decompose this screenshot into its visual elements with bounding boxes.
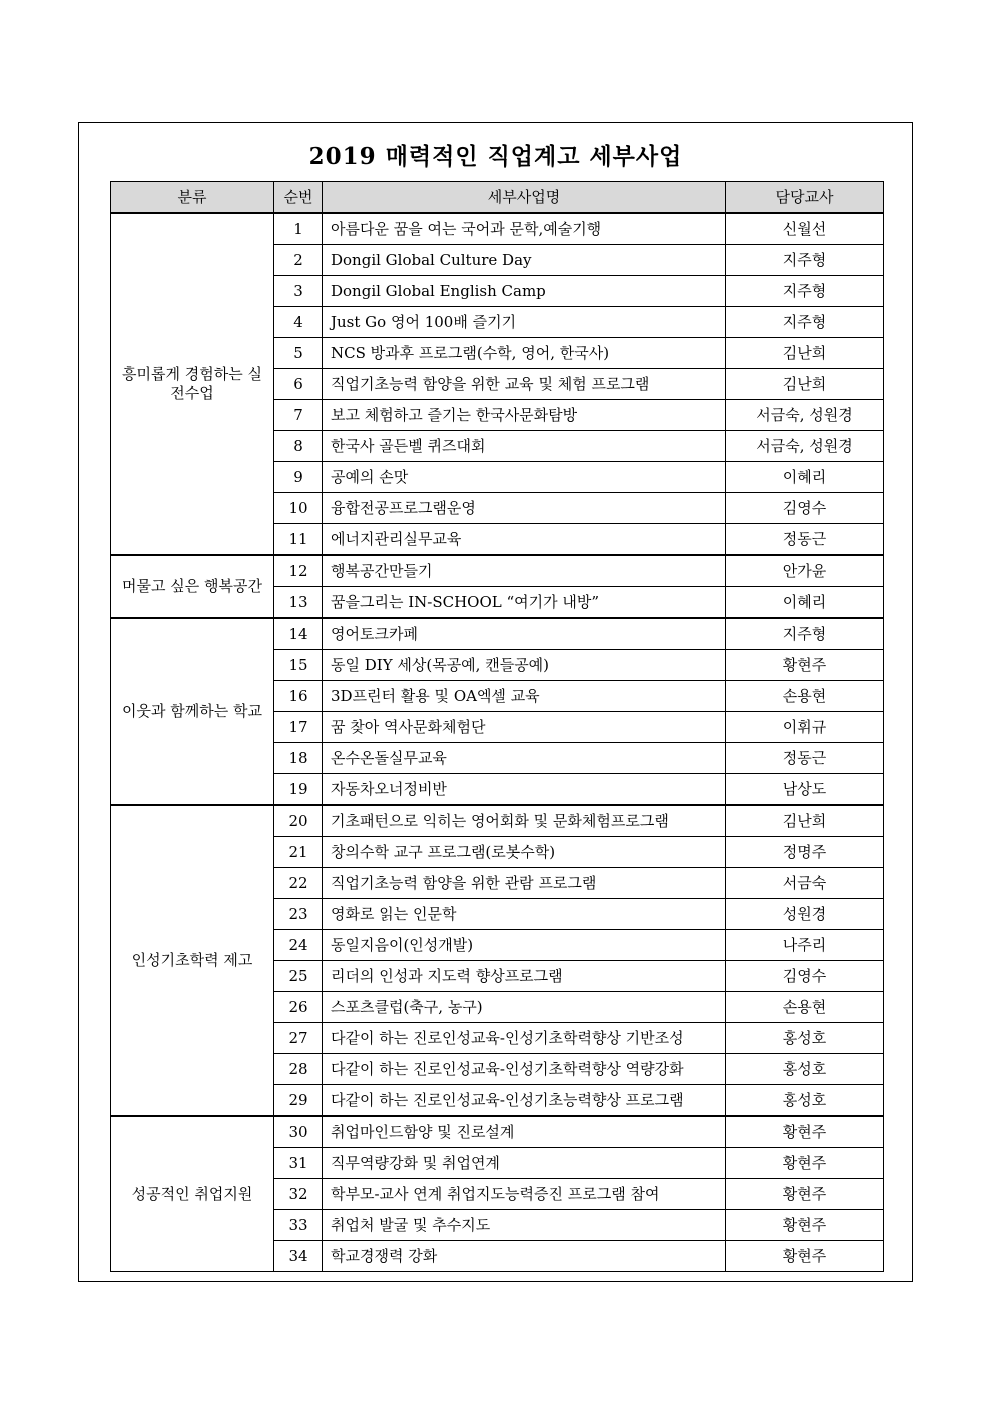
program-name-cell: 자동차오너정비반: [323, 774, 726, 806]
table-row: [111, 555, 884, 587]
program-name-cell: 영어토크카페: [323, 618, 726, 650]
program-name-cell: 직업기초능력 함양을 위한 관람 프로그램: [323, 868, 726, 899]
teacher-cell: 지주형: [726, 276, 884, 307]
teacher-cell: 이혜리: [726, 587, 884, 619]
program-name-cell: 온수온돌실무교육: [323, 743, 726, 774]
teacher-cell: 안가윤: [726, 555, 884, 587]
number-cell: 26: [274, 992, 323, 1023]
teacher-cell: 황현주: [726, 1148, 884, 1179]
table-row: [111, 618, 884, 650]
program-name-cell: 꿈을그리는 IN-SCHOOL “여기가 내방”: [323, 587, 726, 619]
program-name-cell: 영화로 읽는 인문학: [323, 899, 726, 930]
program-name-cell: 기초패턴으로 익히는 영어회화 및 문화체험프로그램: [323, 805, 726, 837]
program-name-cell: 융합전공프로그램운영: [323, 493, 726, 524]
number-cell: 27: [274, 1023, 323, 1054]
number-cell: 9: [274, 462, 323, 493]
teacher-cell: 황현주: [726, 1210, 884, 1241]
number-cell: 8: [274, 431, 323, 462]
category-cell: 인성기초학력 제고: [111, 805, 274, 1116]
teacher-cell: 김난희: [726, 369, 884, 400]
program-name-cell: NCS 방과후 프로그램(수학, 영어, 한국사): [323, 338, 726, 369]
program-name-cell: 꿈 찾아 역사문화체험단: [323, 712, 726, 743]
teacher-cell: 홍성호: [726, 1023, 884, 1054]
number-cell: 25: [274, 961, 323, 992]
number-cell: 4: [274, 307, 323, 338]
teacher-cell: 김영수: [726, 961, 884, 992]
program-name-cell: 한국사 골든벨 퀴즈대회: [323, 431, 726, 462]
table-row: [111, 213, 884, 245]
number-cell: 32: [274, 1179, 323, 1210]
number-cell: 6: [274, 369, 323, 400]
number-cell: 33: [274, 1210, 323, 1241]
program-name-cell: 취업처 발굴 및 추수지도: [323, 1210, 726, 1241]
program-name-cell: 다같이 하는 진로인성교육-인성기초학력향상 기반조성: [323, 1023, 726, 1054]
teacher-cell: 홍성호: [726, 1085, 884, 1117]
program-name-cell: 스포츠클럽(축구, 농구): [323, 992, 726, 1023]
number-cell: 3: [274, 276, 323, 307]
program-name-cell: 공예의 손맛: [323, 462, 726, 493]
program-name-cell: 동일 DIY 세상(목공예, 캔들공예): [323, 650, 726, 681]
teacher-cell: 손용현: [726, 992, 884, 1023]
teacher-cell: 나주리: [726, 930, 884, 961]
number-cell: 2: [274, 245, 323, 276]
number-cell: 17: [274, 712, 323, 743]
number-cell: 14: [274, 618, 323, 650]
teacher-cell: 성원경: [726, 899, 884, 930]
number-cell: 21: [274, 837, 323, 868]
number-cell: 30: [274, 1116, 323, 1148]
teacher-cell: 정동근: [726, 524, 884, 556]
number-cell: 12: [274, 555, 323, 587]
number-cell: 20: [274, 805, 323, 837]
number-cell: 7: [274, 400, 323, 431]
number-cell: 24: [274, 930, 323, 961]
program-name-cell: 아름다운 꿈을 여는 국어과 문학,예술기행: [323, 213, 726, 245]
number-cell: 31: [274, 1148, 323, 1179]
teacher-cell: 정동근: [726, 743, 884, 774]
teacher-cell: 서금숙, 성원경: [726, 431, 884, 462]
category-cell: 이웃과 함께하는 학교: [111, 618, 274, 805]
teacher-cell: 서금숙: [726, 868, 884, 899]
number-cell: 23: [274, 899, 323, 930]
number-cell: 5: [274, 338, 323, 369]
table-header-row: [111, 182, 884, 214]
program-name-cell: 학부모-교사 연계 취업지도능력증진 프로그램 참여: [323, 1179, 726, 1210]
number-cell: 34: [274, 1241, 323, 1272]
teacher-cell: 김영수: [726, 493, 884, 524]
category-cell: 성공적인 취업지원: [111, 1116, 274, 1272]
teacher-cell: 정명주: [726, 837, 884, 868]
program-name-cell: 학교경쟁력 강화: [323, 1241, 726, 1272]
program-name-cell: Dongil Global Culture Day: [323, 245, 726, 276]
teacher-cell: 황현주: [726, 650, 884, 681]
teacher-cell: 서금숙, 성원경: [726, 400, 884, 431]
number-cell: 28: [274, 1054, 323, 1085]
teacher-cell: 지주형: [726, 618, 884, 650]
teacher-cell: 이혜리: [726, 462, 884, 493]
header-category: 분류: [111, 182, 274, 214]
header-teacher: 담당교사: [726, 182, 884, 214]
program-name-cell: 다같이 하는 진로인성교육-인성기초능력향상 프로그램: [323, 1085, 726, 1117]
header-number: 순번: [274, 182, 323, 214]
number-cell: 18: [274, 743, 323, 774]
number-cell: 11: [274, 524, 323, 556]
category-cell: 흥미롭게 경험하는 실전수업: [111, 213, 274, 555]
program-name-cell: Dongil Global English Camp: [323, 276, 726, 307]
number-cell: 16: [274, 681, 323, 712]
category-cell: 머물고 싶은 행복공간: [111, 555, 274, 618]
program-name-cell: 리더의 인성과 지도력 향상프로그램: [323, 961, 726, 992]
program-name-cell: 행복공간만들기: [323, 555, 726, 587]
number-cell: 1: [274, 213, 323, 245]
program-name-cell: 3D프린터 활용 및 OA엑셀 교육: [323, 681, 726, 712]
teacher-cell: 김난희: [726, 805, 884, 837]
program-name-cell: 다같이 하는 진로인성교육-인성기초학력향상 역량강화: [323, 1054, 726, 1085]
teacher-cell: 황현주: [726, 1241, 884, 1272]
teacher-cell: 지주형: [726, 307, 884, 338]
program-name-cell: 취업마인드함양 및 진로설계: [323, 1116, 726, 1148]
program-name-cell: Just Go 영어 100배 즐기기: [323, 307, 726, 338]
program-name-cell: 보고 체험하고 즐기는 한국사문화탐방: [323, 400, 726, 431]
number-cell: 13: [274, 587, 323, 619]
teacher-cell: 이휘규: [726, 712, 884, 743]
header-program: 세부사업명: [323, 182, 726, 214]
program-name-cell: 창의수학 교구 프로그램(로봇수학): [323, 837, 726, 868]
teacher-cell: 신월선: [726, 213, 884, 245]
number-cell: 19: [274, 774, 323, 806]
number-cell: 29: [274, 1085, 323, 1117]
program-name-cell: 동일지음이(인성개발): [323, 930, 726, 961]
teacher-cell: 남상도: [726, 774, 884, 806]
table-row: [111, 805, 884, 837]
teacher-cell: 지주형: [726, 245, 884, 276]
program-name-cell: 직업기초능력 함양을 위한 교육 및 체험 프로그램: [323, 369, 726, 400]
number-cell: 22: [274, 868, 323, 899]
table-body: [111, 213, 884, 1272]
program-table: [110, 181, 884, 1272]
teacher-cell: 황현주: [726, 1179, 884, 1210]
teacher-cell: 홍성호: [726, 1054, 884, 1085]
teacher-cell: 손용현: [726, 681, 884, 712]
program-name-cell: 직무역량강화 및 취업연계: [323, 1148, 726, 1179]
program-name-cell: 에너지관리실무교육: [323, 524, 726, 556]
number-cell: 10: [274, 493, 323, 524]
number-cell: 15: [274, 650, 323, 681]
page-title: 2019 매력적인 직업계고 세부사업: [308, 143, 683, 170]
teacher-cell: 황현주: [726, 1116, 884, 1148]
teacher-cell: 김난희: [726, 338, 884, 369]
table-row: [111, 1116, 884, 1148]
